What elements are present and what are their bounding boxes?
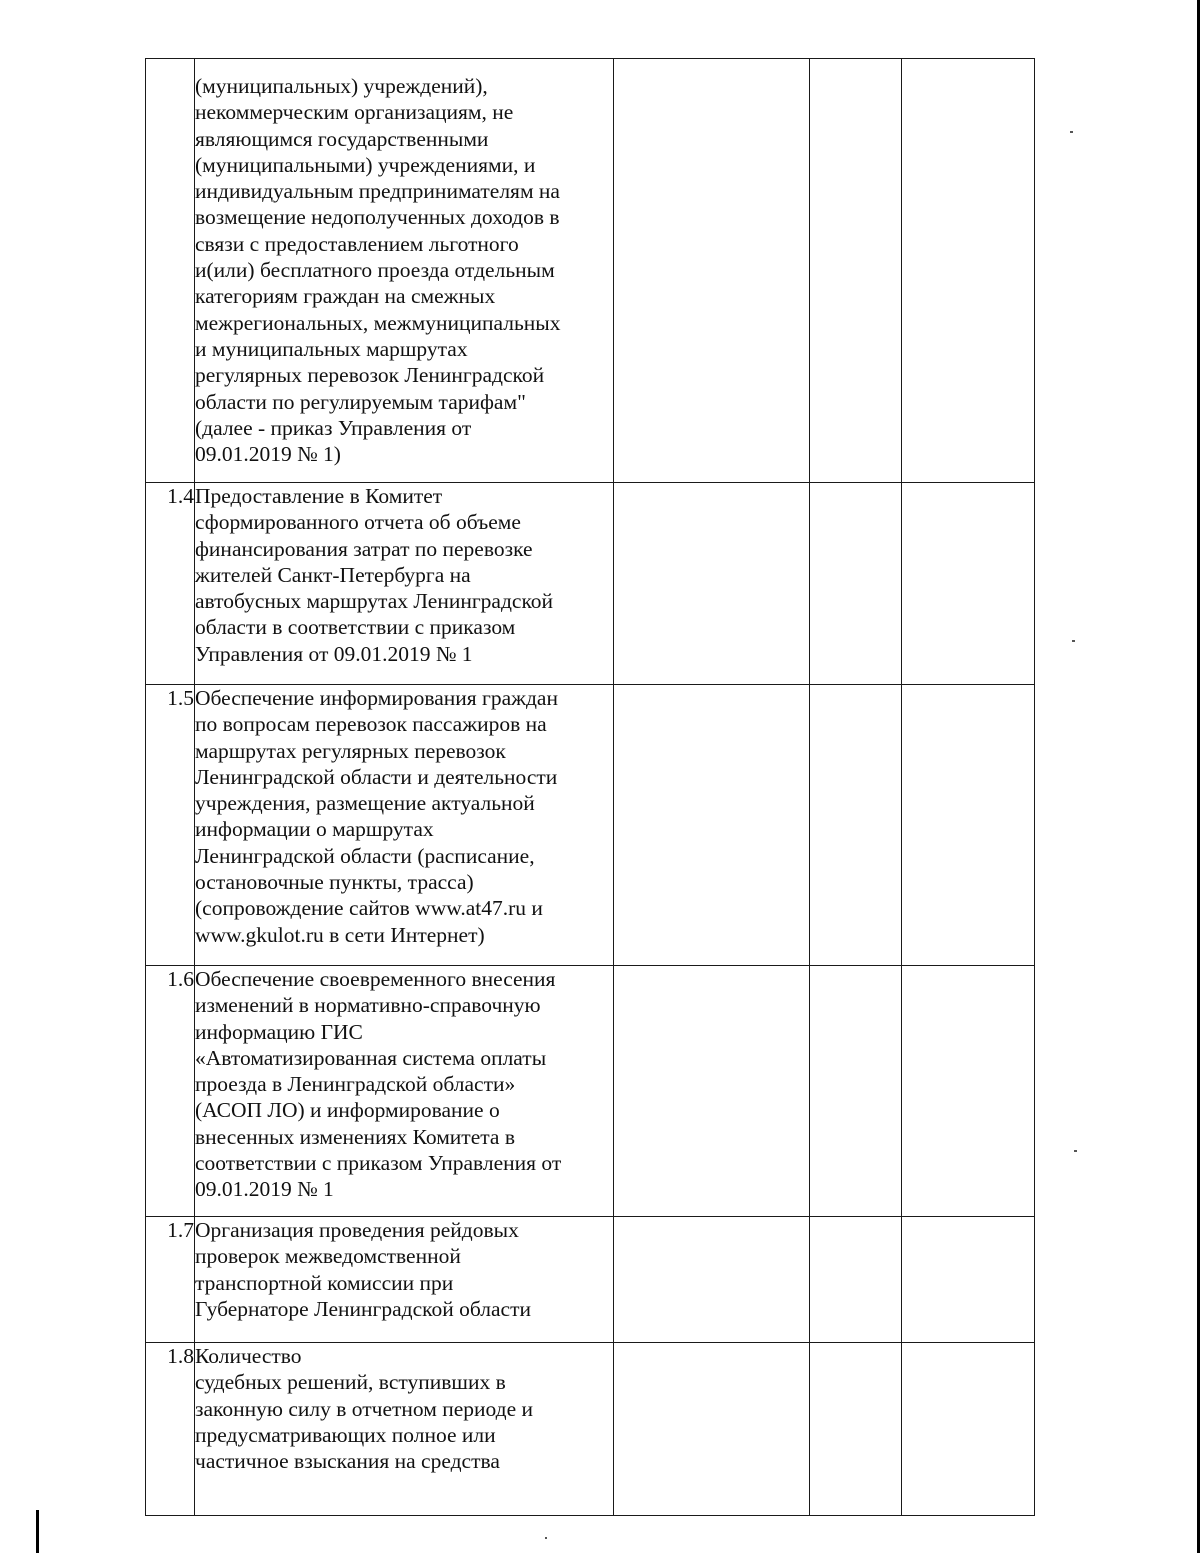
text-line: (муниципальных) учреждений), — [195, 74, 488, 98]
text-line: проезда в Ленинградской области» — [195, 1072, 516, 1097]
row-text-cell — [195, 1217, 614, 1343]
text-line: автобусных маршрутах Ленинградской — [195, 589, 554, 614]
table-row — [146, 1217, 1035, 1343]
scan-speck — [1070, 131, 1073, 133]
empty-cell — [614, 1343, 810, 1516]
text-line: изменений в нормативно-справочную — [195, 993, 541, 1018]
text-line: Обеспечение информирования граждан — [195, 686, 558, 710]
row-number-cell: 1.7 — [146, 1217, 195, 1343]
empty-cell — [614, 966, 810, 1217]
row-text-cell — [195, 483, 614, 685]
empty-cell — [810, 1343, 902, 1516]
empty-cell — [614, 1217, 810, 1343]
text-line: (АСОП ЛО) и информирование о — [195, 1098, 500, 1123]
text-line: маршрутах регулярных перевозок — [195, 738, 506, 763]
empty-cell — [810, 1217, 902, 1343]
text-line: 09.01.2019 № 1 — [195, 1177, 334, 1202]
empty-cell — [810, 966, 902, 1217]
text-line: области в соответствии с приказом — [195, 615, 516, 640]
row-number-cell: 1.6 — [146, 966, 195, 1217]
table-row — [146, 685, 1035, 966]
empty-cell — [902, 483, 1035, 685]
empty-cell — [902, 1343, 1035, 1516]
scan-speck — [1072, 640, 1075, 642]
empty-cell — [902, 1217, 1035, 1343]
scan-speck — [1074, 1150, 1077, 1152]
text-line: Количество — [195, 1344, 302, 1368]
text-line: внесенных изменениях Комитета в — [195, 1124, 515, 1149]
text-line: частичное взыскания на средства — [195, 1449, 500, 1474]
empty-cell — [810, 685, 902, 966]
text-line: регулярных перевозок Ленинградской — [195, 363, 545, 388]
text-line: предусматривающих полное или — [195, 1422, 496, 1447]
text-line: Управления от 09.01.2019 № 1 — [195, 641, 473, 666]
text-line: «Автоматизированная система оплаты — [195, 1045, 547, 1070]
text-line: (сопровождение сайтов www.at47.ru и — [195, 896, 543, 921]
text-line: по вопросам перевозок пассажиров на — [195, 712, 547, 737]
row-text-cell — [195, 59, 614, 483]
text-line: (муниципальными) учреждениями, и — [195, 152, 536, 177]
text-line: и(или) бесплатного проезда отдельным — [195, 258, 555, 283]
row-number-cell: 1.8 — [146, 1343, 195, 1516]
row-text-cell — [195, 1343, 614, 1516]
text-line: судебных решений, вступивших в — [195, 1370, 506, 1395]
table-row — [146, 59, 1035, 483]
empty-cell — [614, 59, 810, 483]
empty-cell — [614, 685, 810, 966]
text-line: 09.01.2019 № 1) — [195, 442, 341, 467]
row-number-cell — [146, 59, 195, 483]
text-line: Обеспечение своевременного внесения — [195, 967, 556, 991]
text-line: Ленинградской области (расписание, — [195, 843, 535, 868]
table-row — [146, 483, 1035, 685]
text-line: (далее - приказ Управления от — [195, 415, 472, 440]
text-line: проверок межведомственной — [195, 1244, 461, 1269]
text-line: остановочные пункты, трасса) — [195, 870, 474, 895]
text-line: сформированного отчета об объеме — [195, 510, 521, 535]
empty-cell — [810, 483, 902, 685]
report-table — [145, 58, 1035, 1516]
table-row — [146, 1343, 1035, 1516]
text-line: учреждения, размещение актуальной — [195, 791, 535, 816]
text-line: соответствии с приказом Управления от — [195, 1151, 562, 1176]
text-line: индивидуальным предпринимателям на — [195, 179, 560, 204]
text-line: и муниципальных маршрутах — [195, 336, 468, 361]
empty-cell — [902, 966, 1035, 1217]
scan-speck — [545, 1537, 547, 1539]
scan-edge-left — [36, 1510, 39, 1553]
text-line: Губернаторе Ленинградской области — [195, 1296, 531, 1321]
text-line: законную силу в отчетном периоде и — [195, 1396, 534, 1421]
empty-cell — [902, 59, 1035, 483]
row-text-cell — [195, 966, 614, 1217]
empty-cell — [614, 483, 810, 685]
text-line: финансирования затрат по перевозке — [195, 536, 533, 561]
empty-cell — [810, 59, 902, 483]
text-line: информации о маршрутах — [195, 817, 434, 842]
text-line: жителей Санкт-Петербурга на — [195, 562, 471, 587]
text-line: Организация проведения рейдовых — [195, 1218, 519, 1242]
text-line: Ленинградской области и деятельности — [195, 764, 558, 789]
empty-cell — [902, 685, 1035, 966]
text-line: являющимся государственными — [195, 126, 489, 151]
text-line: некоммерческим организациям, не — [195, 100, 514, 125]
row-number-cell: 1.4 — [146, 483, 195, 685]
row-text-cell — [195, 685, 614, 966]
text-line: www.gkulot.ru в сети Интернет) — [195, 922, 485, 947]
text-line: возмещение недополученных доходов в — [195, 205, 560, 230]
table-row — [146, 966, 1035, 1217]
text-line: категориям граждан на смежных — [195, 284, 496, 309]
text-line: транспортной комиссии при — [195, 1270, 454, 1295]
text-line: связи с предоставлением льготного — [195, 231, 519, 256]
row-number-cell: 1.5 — [146, 685, 195, 966]
text-line: Предоставление в Комитет — [195, 484, 443, 508]
text-line: информацию ГИС — [195, 1019, 363, 1044]
text-line: межрегиональных, межмуниципальных — [195, 310, 561, 335]
text-line: области по регулируемым тарифам" — [195, 389, 526, 414]
